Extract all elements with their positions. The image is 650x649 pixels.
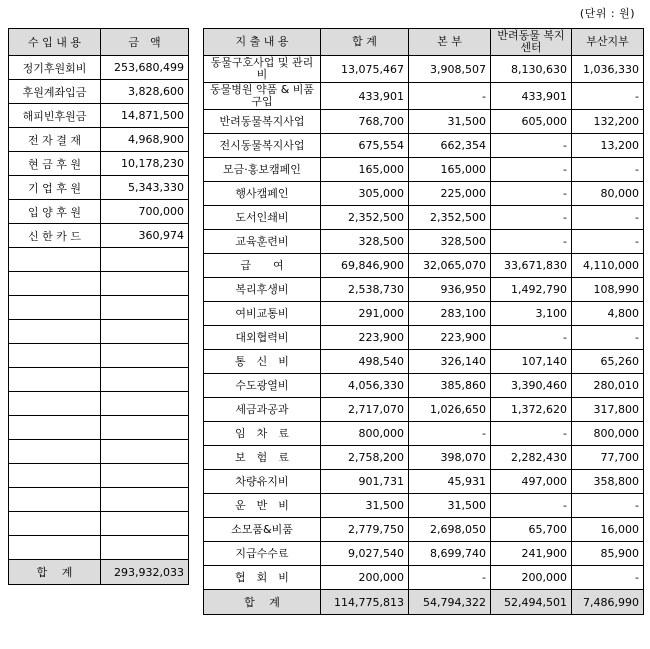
income-amount: 360,974 bbox=[101, 224, 189, 248]
expense-busan-value: - bbox=[572, 494, 644, 518]
expense-item: 차량유지비 bbox=[204, 470, 321, 494]
expense-header-center: 반려동물 복지센터 bbox=[491, 29, 572, 56]
income-row bbox=[9, 200, 189, 224]
expense-total-value: 2,717,070 bbox=[321, 398, 409, 422]
expense-hq-value: - bbox=[409, 566, 491, 590]
expense-total-value: 200,000 bbox=[321, 566, 409, 590]
income-amount: 700,000 bbox=[101, 200, 189, 224]
expense-hq-value: 1,026,650 bbox=[409, 398, 491, 422]
expense-center-value: - bbox=[491, 158, 572, 182]
expense-total-value: 223,900 bbox=[321, 326, 409, 350]
expense-center-value: - bbox=[491, 206, 572, 230]
expense-row bbox=[204, 494, 644, 518]
income-amount: 4,968,900 bbox=[101, 128, 189, 152]
expense-hq-value: 45,931 bbox=[409, 470, 491, 494]
expense-center-value: 107,140 bbox=[491, 350, 572, 374]
expense-busan-value: 13,200 bbox=[572, 134, 644, 158]
income-item: 신 한 카 드 bbox=[9, 224, 101, 248]
income-header-row bbox=[9, 29, 189, 56]
expense-center-value: - bbox=[491, 422, 572, 446]
empty-cell bbox=[101, 248, 189, 272]
expense-total-value: 9,027,540 bbox=[321, 542, 409, 566]
expense-hq-value: 662,354 bbox=[409, 134, 491, 158]
expense-hq-value: 326,140 bbox=[409, 350, 491, 374]
empty-cell bbox=[101, 440, 189, 464]
expense-center-value: 497,000 bbox=[491, 470, 572, 494]
expense-busan-value: 77,700 bbox=[572, 446, 644, 470]
empty-cell bbox=[9, 464, 101, 488]
income-total-label: 합 계 bbox=[9, 560, 101, 585]
expense-item: 복리후생비 bbox=[204, 278, 321, 302]
expense-center-value: 65,700 bbox=[491, 518, 572, 542]
income-row bbox=[9, 104, 189, 128]
expense-total-value: 768,700 bbox=[321, 110, 409, 134]
income-item: 현 금 후 원 bbox=[9, 152, 101, 176]
expense-row bbox=[204, 83, 644, 110]
expense-row bbox=[204, 518, 644, 542]
expense-total-row bbox=[204, 590, 644, 615]
empty-cell bbox=[9, 416, 101, 440]
expense-row bbox=[204, 446, 644, 470]
expense-busan-value: 280,010 bbox=[572, 374, 644, 398]
expense-item: 소모품&비품 bbox=[204, 518, 321, 542]
expense-total-total: 114,775,813 bbox=[321, 590, 409, 615]
expense-busan-value: - bbox=[572, 326, 644, 350]
expense-total-value: 2,758,200 bbox=[321, 446, 409, 470]
expense-item: 운 반 비 bbox=[204, 494, 321, 518]
income-amount: 253,680,499 bbox=[101, 56, 189, 80]
income-total-amount: 293,932,033 bbox=[101, 560, 189, 585]
expense-hq-value: 225,000 bbox=[409, 182, 491, 206]
income-amount: 14,871,500 bbox=[101, 104, 189, 128]
income-blank-row bbox=[9, 296, 189, 320]
expense-row bbox=[204, 206, 644, 230]
income-row bbox=[9, 56, 189, 80]
expense-center-value: 241,900 bbox=[491, 542, 572, 566]
income-header-amount: 금 액 bbox=[101, 29, 189, 56]
empty-cell bbox=[101, 512, 189, 536]
expense-row bbox=[204, 326, 644, 350]
expense-center-value: 33,671,830 bbox=[491, 254, 572, 278]
expense-center-value: 8,130,630 bbox=[491, 56, 572, 83]
expense-center-value: 433,901 bbox=[491, 83, 572, 110]
empty-cell bbox=[101, 464, 189, 488]
expense-busan-value: 85,900 bbox=[572, 542, 644, 566]
income-row bbox=[9, 152, 189, 176]
expense-busan-value: 4,110,000 bbox=[572, 254, 644, 278]
expense-item: 여비교통비 bbox=[204, 302, 321, 326]
expense-hq-value: - bbox=[409, 422, 491, 446]
empty-cell bbox=[9, 320, 101, 344]
expense-row bbox=[204, 158, 644, 182]
unit-label: (단위 : 원) bbox=[579, 7, 635, 20]
expense-header-item: 지 출 내 용 bbox=[204, 29, 321, 56]
expense-busan-value: - bbox=[572, 206, 644, 230]
income-amount: 10,178,230 bbox=[101, 152, 189, 176]
expense-item: 대외협력비 bbox=[204, 326, 321, 350]
expense-total-value: 498,540 bbox=[321, 350, 409, 374]
expense-busan-value: 16,000 bbox=[572, 518, 644, 542]
expense-total-value: 291,000 bbox=[321, 302, 409, 326]
empty-cell bbox=[9, 392, 101, 416]
income-blank-row bbox=[9, 440, 189, 464]
expense-total-center: 52,494,501 bbox=[491, 590, 572, 615]
expense-item: 반려동물복지사업 bbox=[204, 110, 321, 134]
expense-header-total: 합 계 bbox=[321, 29, 409, 56]
expense-item: 전시동물복지사업 bbox=[204, 134, 321, 158]
expense-item: 동물병원 약품 & 비품 구입 bbox=[204, 83, 321, 110]
expense-item: 지급수수료 bbox=[204, 542, 321, 566]
income-blank-row bbox=[9, 392, 189, 416]
income-item: 후원계좌입금 bbox=[9, 80, 101, 104]
expense-center-value: - bbox=[491, 494, 572, 518]
expense-busan-value: 132,200 bbox=[572, 110, 644, 134]
expense-item: 협 회 비 bbox=[204, 566, 321, 590]
empty-cell bbox=[9, 488, 101, 512]
income-item: 전 자 결 재 bbox=[9, 128, 101, 152]
expense-center-value: - bbox=[491, 182, 572, 206]
expense-hq-value: 32,065,070 bbox=[409, 254, 491, 278]
income-row bbox=[9, 128, 189, 152]
expense-row bbox=[204, 398, 644, 422]
empty-cell bbox=[9, 296, 101, 320]
expense-total-value: 800,000 bbox=[321, 422, 409, 446]
empty-cell bbox=[101, 344, 189, 368]
empty-cell bbox=[101, 368, 189, 392]
income-blank-row bbox=[9, 512, 189, 536]
expense-center-value: 1,492,790 bbox=[491, 278, 572, 302]
expense-header-hq: 본 부 bbox=[409, 29, 491, 56]
expense-total-value: 69,846,900 bbox=[321, 254, 409, 278]
expense-total-value: 31,500 bbox=[321, 494, 409, 518]
expense-row bbox=[204, 278, 644, 302]
empty-cell bbox=[9, 512, 101, 536]
expense-row bbox=[204, 350, 644, 374]
expense-total-value: 2,352,500 bbox=[321, 206, 409, 230]
expense-item: 행사캠페인 bbox=[204, 182, 321, 206]
income-blank-row bbox=[9, 368, 189, 392]
expense-busan-value: 800,000 bbox=[572, 422, 644, 446]
expense-item: 모금·홍보캠페인 bbox=[204, 158, 321, 182]
expense-busan-value: - bbox=[572, 158, 644, 182]
expense-item: 통 신 비 bbox=[204, 350, 321, 374]
expense-total-busan: 7,486,990 bbox=[572, 590, 644, 615]
expense-item: 교육훈련비 bbox=[204, 230, 321, 254]
expense-center-value: - bbox=[491, 134, 572, 158]
expense-hq-value: 223,900 bbox=[409, 326, 491, 350]
expense-busan-value: 80,000 bbox=[572, 182, 644, 206]
expense-item: 수도광열비 bbox=[204, 374, 321, 398]
income-blank-row bbox=[9, 536, 189, 560]
expense-row bbox=[204, 110, 644, 134]
empty-cell bbox=[9, 536, 101, 560]
income-item: 정기후원회비 bbox=[9, 56, 101, 80]
empty-cell bbox=[9, 272, 101, 296]
expense-center-value: 3,390,460 bbox=[491, 374, 572, 398]
expense-row bbox=[204, 254, 644, 278]
income-row bbox=[9, 224, 189, 248]
expense-center-value: 3,100 bbox=[491, 302, 572, 326]
empty-cell bbox=[9, 248, 101, 272]
income-blank-row bbox=[9, 416, 189, 440]
empty-cell bbox=[9, 368, 101, 392]
expense-item: 임 차 료 bbox=[204, 422, 321, 446]
income-item: 입 양 후 원 bbox=[9, 200, 101, 224]
expense-hq-value: 31,500 bbox=[409, 494, 491, 518]
expense-busan-value: - bbox=[572, 566, 644, 590]
expense-hq-value: 385,860 bbox=[409, 374, 491, 398]
expense-total-value: 2,538,730 bbox=[321, 278, 409, 302]
income-amount: 5,343,330 bbox=[101, 176, 189, 200]
expense-busan-value: - bbox=[572, 230, 644, 254]
expense-busan-value: 108,990 bbox=[572, 278, 644, 302]
expense-total-value: 2,779,750 bbox=[321, 518, 409, 542]
income-blank-row bbox=[9, 320, 189, 344]
empty-cell bbox=[9, 344, 101, 368]
income-blank-row bbox=[9, 248, 189, 272]
empty-cell bbox=[9, 440, 101, 464]
expense-item: 동물구호사업 및 관리비 bbox=[204, 56, 321, 83]
empty-cell bbox=[101, 416, 189, 440]
expense-busan-value: - bbox=[572, 83, 644, 110]
empty-cell bbox=[101, 392, 189, 416]
expense-center-value: 2,282,430 bbox=[491, 446, 572, 470]
income-blank-row bbox=[9, 344, 189, 368]
expense-total-label: 합 계 bbox=[204, 590, 321, 615]
income-row bbox=[9, 80, 189, 104]
expense-row bbox=[204, 470, 644, 494]
expense-total-value: 433,901 bbox=[321, 83, 409, 110]
expense-row bbox=[204, 134, 644, 158]
income-amount: 3,828,600 bbox=[101, 80, 189, 104]
expense-item: 보 험 료 bbox=[204, 446, 321, 470]
expense-header-busan: 부산지부 bbox=[572, 29, 644, 56]
expense-row bbox=[204, 422, 644, 446]
expense-center-value: 605,000 bbox=[491, 110, 572, 134]
expense-hq-value: 165,000 bbox=[409, 158, 491, 182]
expense-total-value: 675,554 bbox=[321, 134, 409, 158]
income-total-row bbox=[9, 560, 189, 585]
expense-table bbox=[203, 28, 644, 615]
expense-item: 도서인쇄비 bbox=[204, 206, 321, 230]
expense-hq-value: - bbox=[409, 83, 491, 110]
empty-cell bbox=[101, 536, 189, 560]
expense-hq-value: 2,698,050 bbox=[409, 518, 491, 542]
income-header-item: 수 입 내 용 bbox=[9, 29, 101, 56]
expense-header-row bbox=[204, 29, 644, 56]
income-blank-row bbox=[9, 272, 189, 296]
expense-center-value: 200,000 bbox=[491, 566, 572, 590]
income-item: 기 업 후 원 bbox=[9, 176, 101, 200]
expense-busan-value: 65,260 bbox=[572, 350, 644, 374]
expense-busan-value: 317,800 bbox=[572, 398, 644, 422]
expense-center-value: - bbox=[491, 230, 572, 254]
expense-total-value: 901,731 bbox=[321, 470, 409, 494]
income-table bbox=[8, 28, 189, 585]
expense-row bbox=[204, 56, 644, 83]
expense-item: 급 여 bbox=[204, 254, 321, 278]
expense-row bbox=[204, 182, 644, 206]
expense-hq-value: 328,500 bbox=[409, 230, 491, 254]
expense-total-value: 305,000 bbox=[321, 182, 409, 206]
expense-total-value: 328,500 bbox=[321, 230, 409, 254]
expense-center-value: 1,372,620 bbox=[491, 398, 572, 422]
expense-hq-value: 398,070 bbox=[409, 446, 491, 470]
expense-total-value: 13,075,467 bbox=[321, 56, 409, 83]
expense-busan-value: 358,800 bbox=[572, 470, 644, 494]
expense-item: 세금과공과 bbox=[204, 398, 321, 422]
expense-row bbox=[204, 230, 644, 254]
expense-row bbox=[204, 542, 644, 566]
expense-hq-value: 3,908,507 bbox=[409, 56, 491, 83]
empty-cell bbox=[101, 320, 189, 344]
expense-busan-value: 4,800 bbox=[572, 302, 644, 326]
income-row bbox=[9, 176, 189, 200]
income-blank-row bbox=[9, 464, 189, 488]
expense-hq-value: 31,500 bbox=[409, 110, 491, 134]
empty-cell bbox=[101, 296, 189, 320]
income-blank-row bbox=[9, 488, 189, 512]
empty-cell bbox=[101, 272, 189, 296]
expense-row bbox=[204, 302, 644, 326]
expense-hq-value: 8,699,740 bbox=[409, 542, 491, 566]
income-item: 해피빈후원금 bbox=[9, 104, 101, 128]
empty-cell bbox=[101, 488, 189, 512]
expense-busan-value: 1,036,330 bbox=[572, 56, 644, 83]
expense-hq-value: 283,100 bbox=[409, 302, 491, 326]
expense-total-value: 165,000 bbox=[321, 158, 409, 182]
expense-row bbox=[204, 374, 644, 398]
expense-hq-value: 2,352,500 bbox=[409, 206, 491, 230]
expense-total-hq: 54,794,322 bbox=[409, 590, 491, 615]
expense-row bbox=[204, 566, 644, 590]
expense-total-value: 4,056,330 bbox=[321, 374, 409, 398]
expense-center-value: - bbox=[491, 326, 572, 350]
expense-hq-value: 936,950 bbox=[409, 278, 491, 302]
